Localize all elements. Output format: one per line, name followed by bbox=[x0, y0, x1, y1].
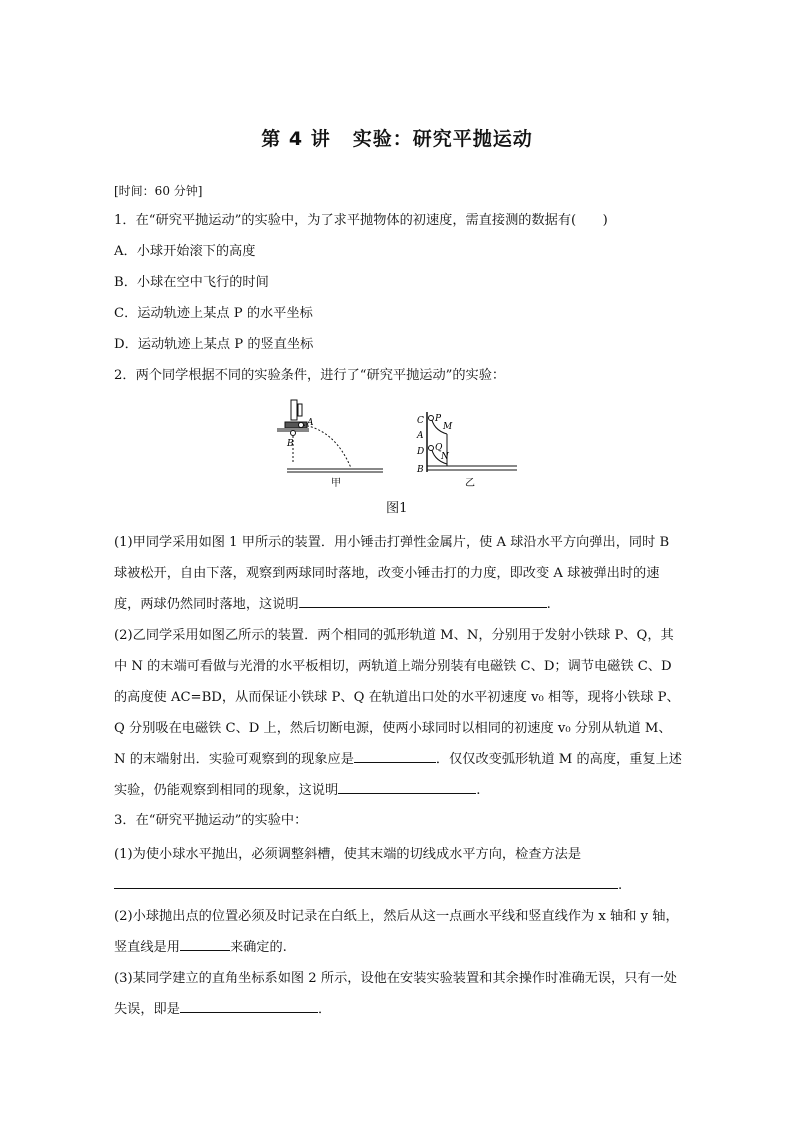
time-note: [时间：60 分钟] bbox=[114, 184, 203, 198]
q1-option-d: D．运动轨迹上某点 P 的竖直坐标 bbox=[114, 337, 314, 352]
yi-label-q: Q bbox=[435, 443, 443, 453]
jia-label-a: A bbox=[307, 418, 314, 428]
yi-label-c: C bbox=[417, 416, 424, 426]
jia-label-b: B bbox=[287, 439, 294, 449]
yi-label: 乙 bbox=[465, 478, 475, 489]
q3-stem: 3．在“研究平抛运动”的实验中： bbox=[114, 813, 308, 828]
answer-blank[interactable] bbox=[338, 779, 476, 794]
q2-part2: (2)乙同学采用如图乙所示的装置．两个相同的弧形轨道 M、N，分别用于发射小铁球 P、Q，其中 N 的末端可看做与光滑的水平板相切，两轨道上端分别装有电磁铁 C、D；调节电磁铁 C、D 的高度使 AC=BD，从而保证小铁球 P、Q 在轨道出口处的水平初速度 v₀ 相等，现将小铁球 P、Q 分别吸在电磁铁 C、D 上，然后切断电源，使两小球同时以相同的初速度 v₀ 分别从轨道 M、N 的末端射出．实验可观察到的现象应是 ．仅仅改变弧形轨道 M 的高度，重复上述实验，仍能观察到相同的现象，这说明 . bbox=[114, 628, 682, 798]
q1-stem: 1．在“研究平抛运动”的实验中，为了求平抛物体的初速度，需直接测的数据有( ) bbox=[114, 213, 608, 228]
yi-label-a: A bbox=[417, 431, 424, 441]
answer-blank[interactable] bbox=[114, 874, 618, 889]
figure-1 bbox=[265, 394, 530, 494]
page-title: 第 4 讲 实验：研究平抛运动 bbox=[261, 128, 533, 150]
yi-label-p: P bbox=[435, 414, 442, 424]
q3-part2: (2)小球抛出点的位置必须及时记录在白纸上，然后从这一点画水平线和竖直线作为 x 轴和 y 轴，竖直线是用 来确定的. bbox=[114, 909, 679, 955]
q3-part1: (1)为使小球水平抛出，必须调整斜槽，使其末端的切线成水平方向，检查方法是 . bbox=[114, 847, 623, 893]
q1-option-c: C．运动轨迹上某点 P 的水平坐标 bbox=[114, 306, 313, 321]
answer-blank[interactable] bbox=[299, 593, 547, 608]
apparatus-jia bbox=[277, 400, 383, 489]
q1-option-b: B．小球在空中飞行的时间 bbox=[114, 275, 269, 290]
q1-option-a: A．小球开始滚下的高度 bbox=[114, 244, 256, 259]
apparatus-yi bbox=[416, 412, 517, 489]
yi-label-m: M bbox=[443, 422, 453, 432]
yi-label-d: D bbox=[417, 447, 425, 457]
figure-1-caption: 图1 bbox=[386, 501, 408, 516]
q2-stem: 2．两个同学根据不同的实验条件，进行了“研究平抛运动”的实验： bbox=[114, 368, 506, 383]
answer-blank[interactable] bbox=[180, 998, 318, 1013]
jia-label: 甲 bbox=[331, 478, 341, 489]
answer-blank[interactable] bbox=[354, 748, 436, 763]
yi-label-n: N bbox=[441, 452, 449, 462]
q2-part1: (1)甲同学采用如图 1 甲所示的装置．用小锤击打弹性金属片，使 A 球沿水平方向弹出，同时 B 球被松开，自由下落，观察到两球同时落地，改变小锤击打的力度，即改变 A 球被弹出时的速度，两球仍然同时落地，这说明 . bbox=[114, 535, 670, 612]
q3-part3: (3)某同学建立的直角坐标系如图 2 所示，设他在安装实验装置和其余操作时准确无误，只有一处失误，即是 ． bbox=[114, 971, 677, 1017]
yi-label-b: B bbox=[417, 465, 424, 475]
answer-blank[interactable] bbox=[180, 936, 230, 951]
